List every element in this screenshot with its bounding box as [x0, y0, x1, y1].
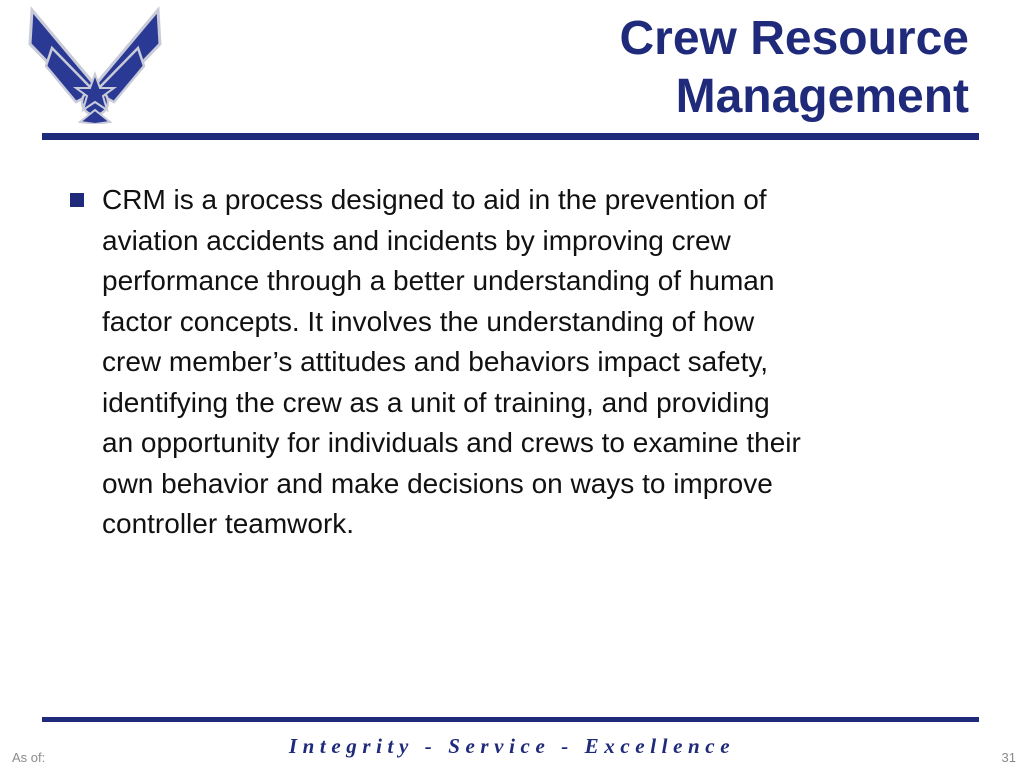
footer-motto: Integrity - Service - Excellence	[288, 734, 736, 758]
bullet-item	[70, 180, 970, 545]
bullet-line: an opportunity for individuals and crews to examine their	[102, 427, 801, 458]
bullet-line: CRM is a process designed to aid in the prevention of	[102, 184, 767, 215]
bullet-line: identifying the crew as a unit of training, and providing	[102, 386, 770, 418]
slide-content	[70, 180, 970, 545]
title-line-1: Crew Resource	[619, 12, 969, 65]
bullet-line: factor concepts. It involves the understanding of how	[102, 305, 755, 337]
square-bullet-icon	[70, 193, 84, 207]
air-force-logo	[22, 4, 168, 124]
bullet-line: own behavior and make decisions on ways to improve	[102, 467, 773, 499]
title-line-2: Management	[675, 70, 969, 123]
bullet-line: controller teamwork.	[102, 508, 355, 539]
bullet-text	[102, 180, 970, 545]
bullet-line: aviation accidents and incidents by improving crew	[102, 224, 731, 256]
header-divider	[42, 133, 979, 140]
bullet-line: crew member’s attitudes and behaviors impact safety,	[102, 346, 769, 377]
as-of-label: As of:	[12, 750, 46, 765]
footer-divider	[42, 717, 979, 722]
bullet-line: performance through a better understanding of human	[102, 265, 775, 296]
slide-title	[620, 10, 969, 126]
page-number: 31	[1001, 750, 1016, 765]
